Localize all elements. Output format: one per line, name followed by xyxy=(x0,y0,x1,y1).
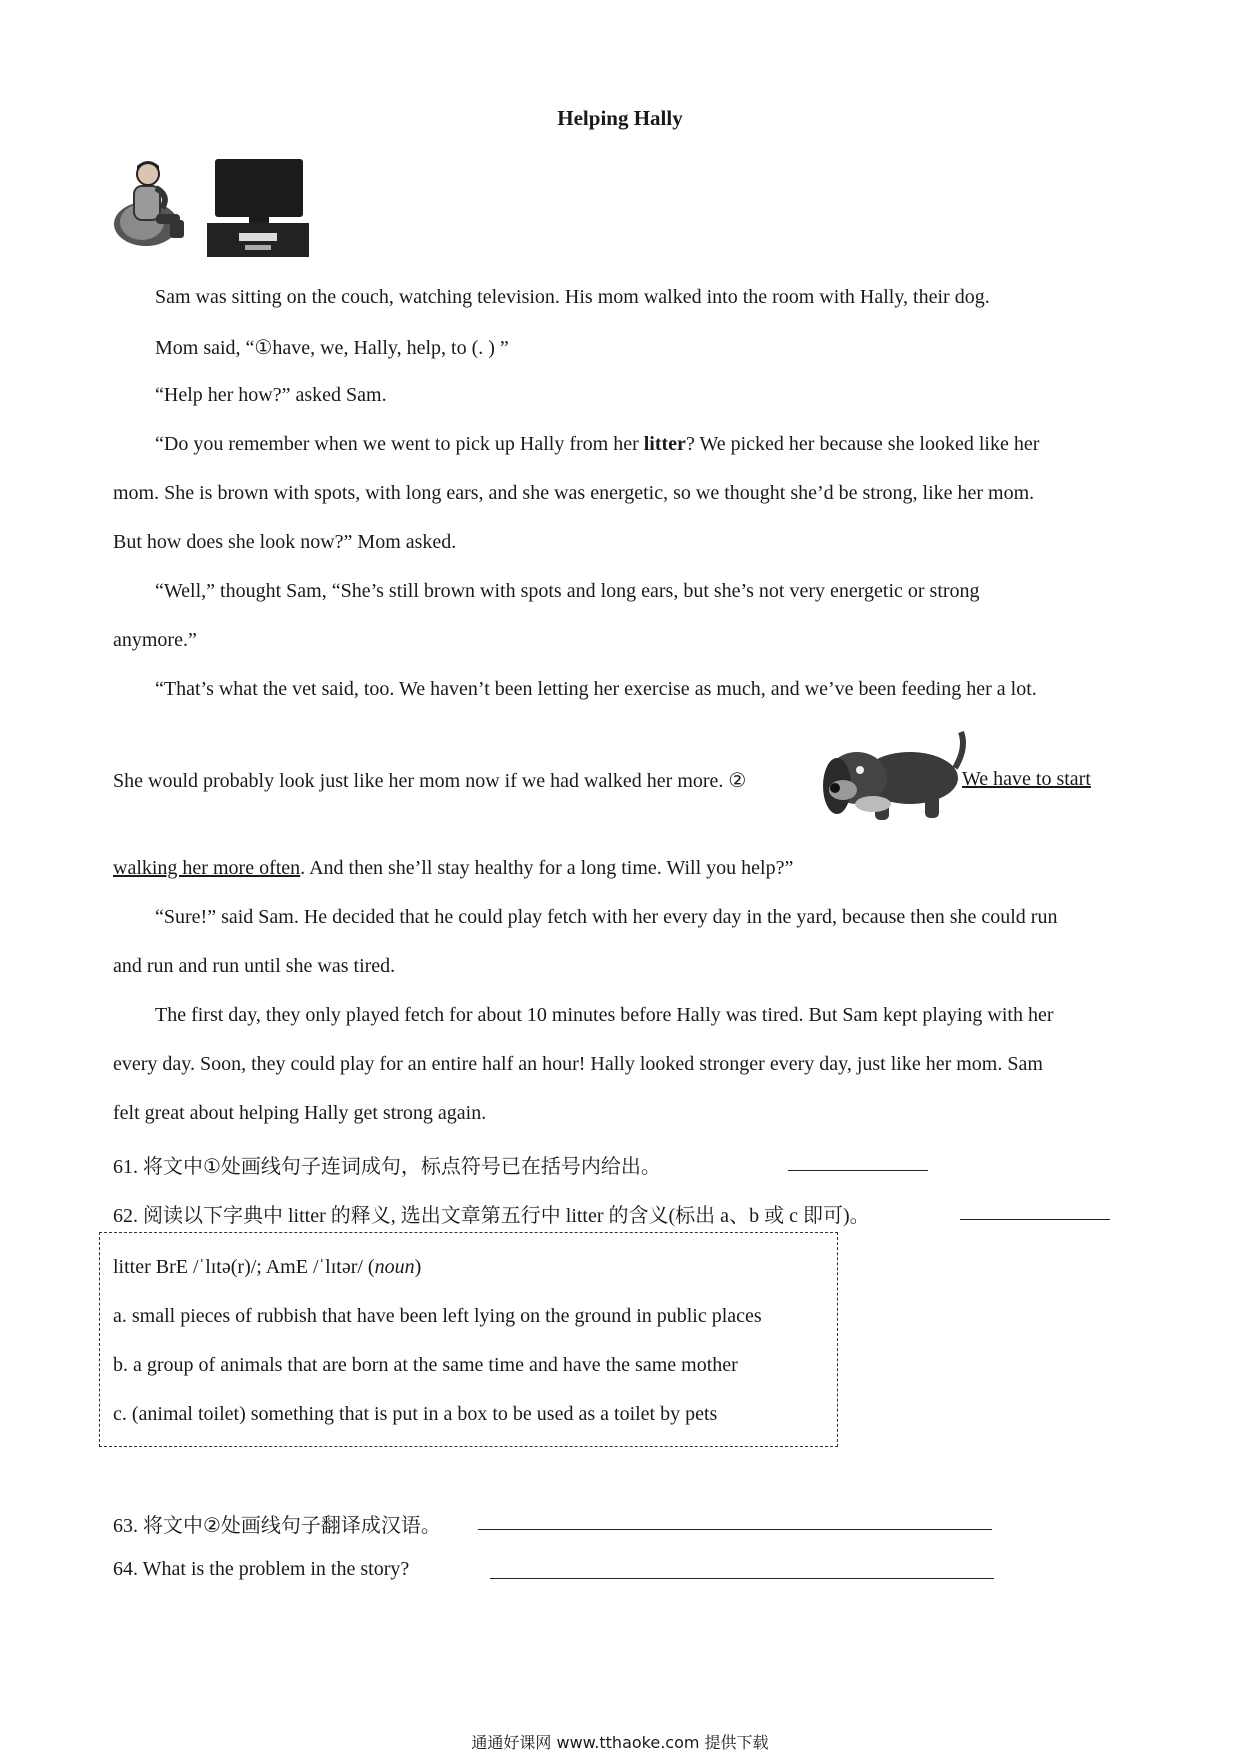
story-line: “Well,” thought Sam, “She’s still brown with spots and long ears, but she’s not very energetic or strong xyxy=(155,580,980,602)
page-title: Helping Hally xyxy=(557,106,683,130)
answer-blank-61[interactable] xyxy=(788,1170,928,1171)
story-line: The first day, they only played fetch for about 10 minutes before Hally was tired. But Sam kept playing with her xyxy=(155,1004,1054,1026)
story-line: Sam was sitting on the couch, watching television. His mom walked into the room with Hally, their dog. xyxy=(155,286,990,308)
question-61: 61. 将文中①处画线句子连词成句，标点符号已在括号内给出。 xyxy=(113,1156,661,1178)
story-line xyxy=(155,433,1039,456)
page-footer: 通通好课网 www.tthaoke.com 提供下载 xyxy=(471,1733,769,1752)
dictionary-close: ) xyxy=(414,1256,422,1278)
answer-blank-62[interactable] xyxy=(960,1219,1110,1220)
story-line: Mom said, “①have, we, Hally, help, to (. ) ” xyxy=(155,337,509,359)
person-on-couch-icon xyxy=(112,158,192,248)
dictionary-definition-c: c. (animal toilet) something that is put in a box to be used as a toilet by pets xyxy=(113,1403,718,1425)
dictionary-definition-b: b. a group of animals that are born at the same time and have the same mother xyxy=(113,1354,738,1376)
underlined-sentence-2-start: We have to start xyxy=(962,768,1091,790)
story-line: “Help her how?” asked Sam. xyxy=(155,384,387,406)
story-line: felt great about helping Hally get strong again. xyxy=(113,1102,487,1124)
question-62: 62. 阅读以下字典中 litter 的释义, 选出文章第五行中 litter 的含义(标出 a、b 或 c 即可)。 xyxy=(113,1205,870,1227)
story-line: every day. Soon, they could play for an entire half an hour! Hally looked stronger every day, just like her mom. Sam xyxy=(113,1053,1043,1075)
story-line: and run and run until she was tired. xyxy=(113,955,396,977)
underlined-sentence-2-end: walking her more often xyxy=(113,857,301,879)
story-text: “Do you remember when we went to pick up Hally from her xyxy=(155,433,644,455)
answer-blank-64[interactable] xyxy=(490,1578,994,1579)
television-icon xyxy=(205,157,311,259)
dictionary-definition-a: a. small pieces of rubbish that have been left lying on the ground in public places xyxy=(113,1305,762,1327)
dog-icon xyxy=(815,728,970,824)
dictionary-headword-text: litter BrE /ˈlɪtə(r)/; AmE /ˈlɪtər/ ( xyxy=(113,1256,375,1278)
dictionary-pos: noun xyxy=(374,1256,415,1278)
story-line: mom. She is brown with spots, with long ears, and she was energetic, so we thought she’d be strong, like her mom. xyxy=(113,482,1035,504)
story-line: anymore.” xyxy=(113,629,197,651)
story-line: But how does she look now?” Mom asked. xyxy=(113,531,457,553)
story-line: “Sure!” said Sam. He decided that he could play fetch with her every day in the yard, because then she could run xyxy=(155,906,1058,928)
story-text: ? We picked her because she looked like her xyxy=(685,433,1040,455)
story-text: . And then she’ll stay healthy for a long time. Will you help?” xyxy=(300,857,794,879)
dictionary-headword xyxy=(113,1256,421,1279)
story-line xyxy=(113,857,793,880)
story-line: “That’s what the vet said, too. We haven’t been letting her exercise as much, and we’ve been feeding her a lot. xyxy=(155,678,1037,700)
story-line: She would probably look just like her mom now if we had walked her more. ② xyxy=(113,770,747,792)
question-63: 63. 将文中②处画线句子翻译成汉语。 xyxy=(113,1515,441,1537)
keyword-litter: litter xyxy=(643,433,686,455)
answer-blank-63[interactable] xyxy=(478,1529,992,1530)
question-64: 64. What is the problem in the story? xyxy=(113,1558,410,1580)
